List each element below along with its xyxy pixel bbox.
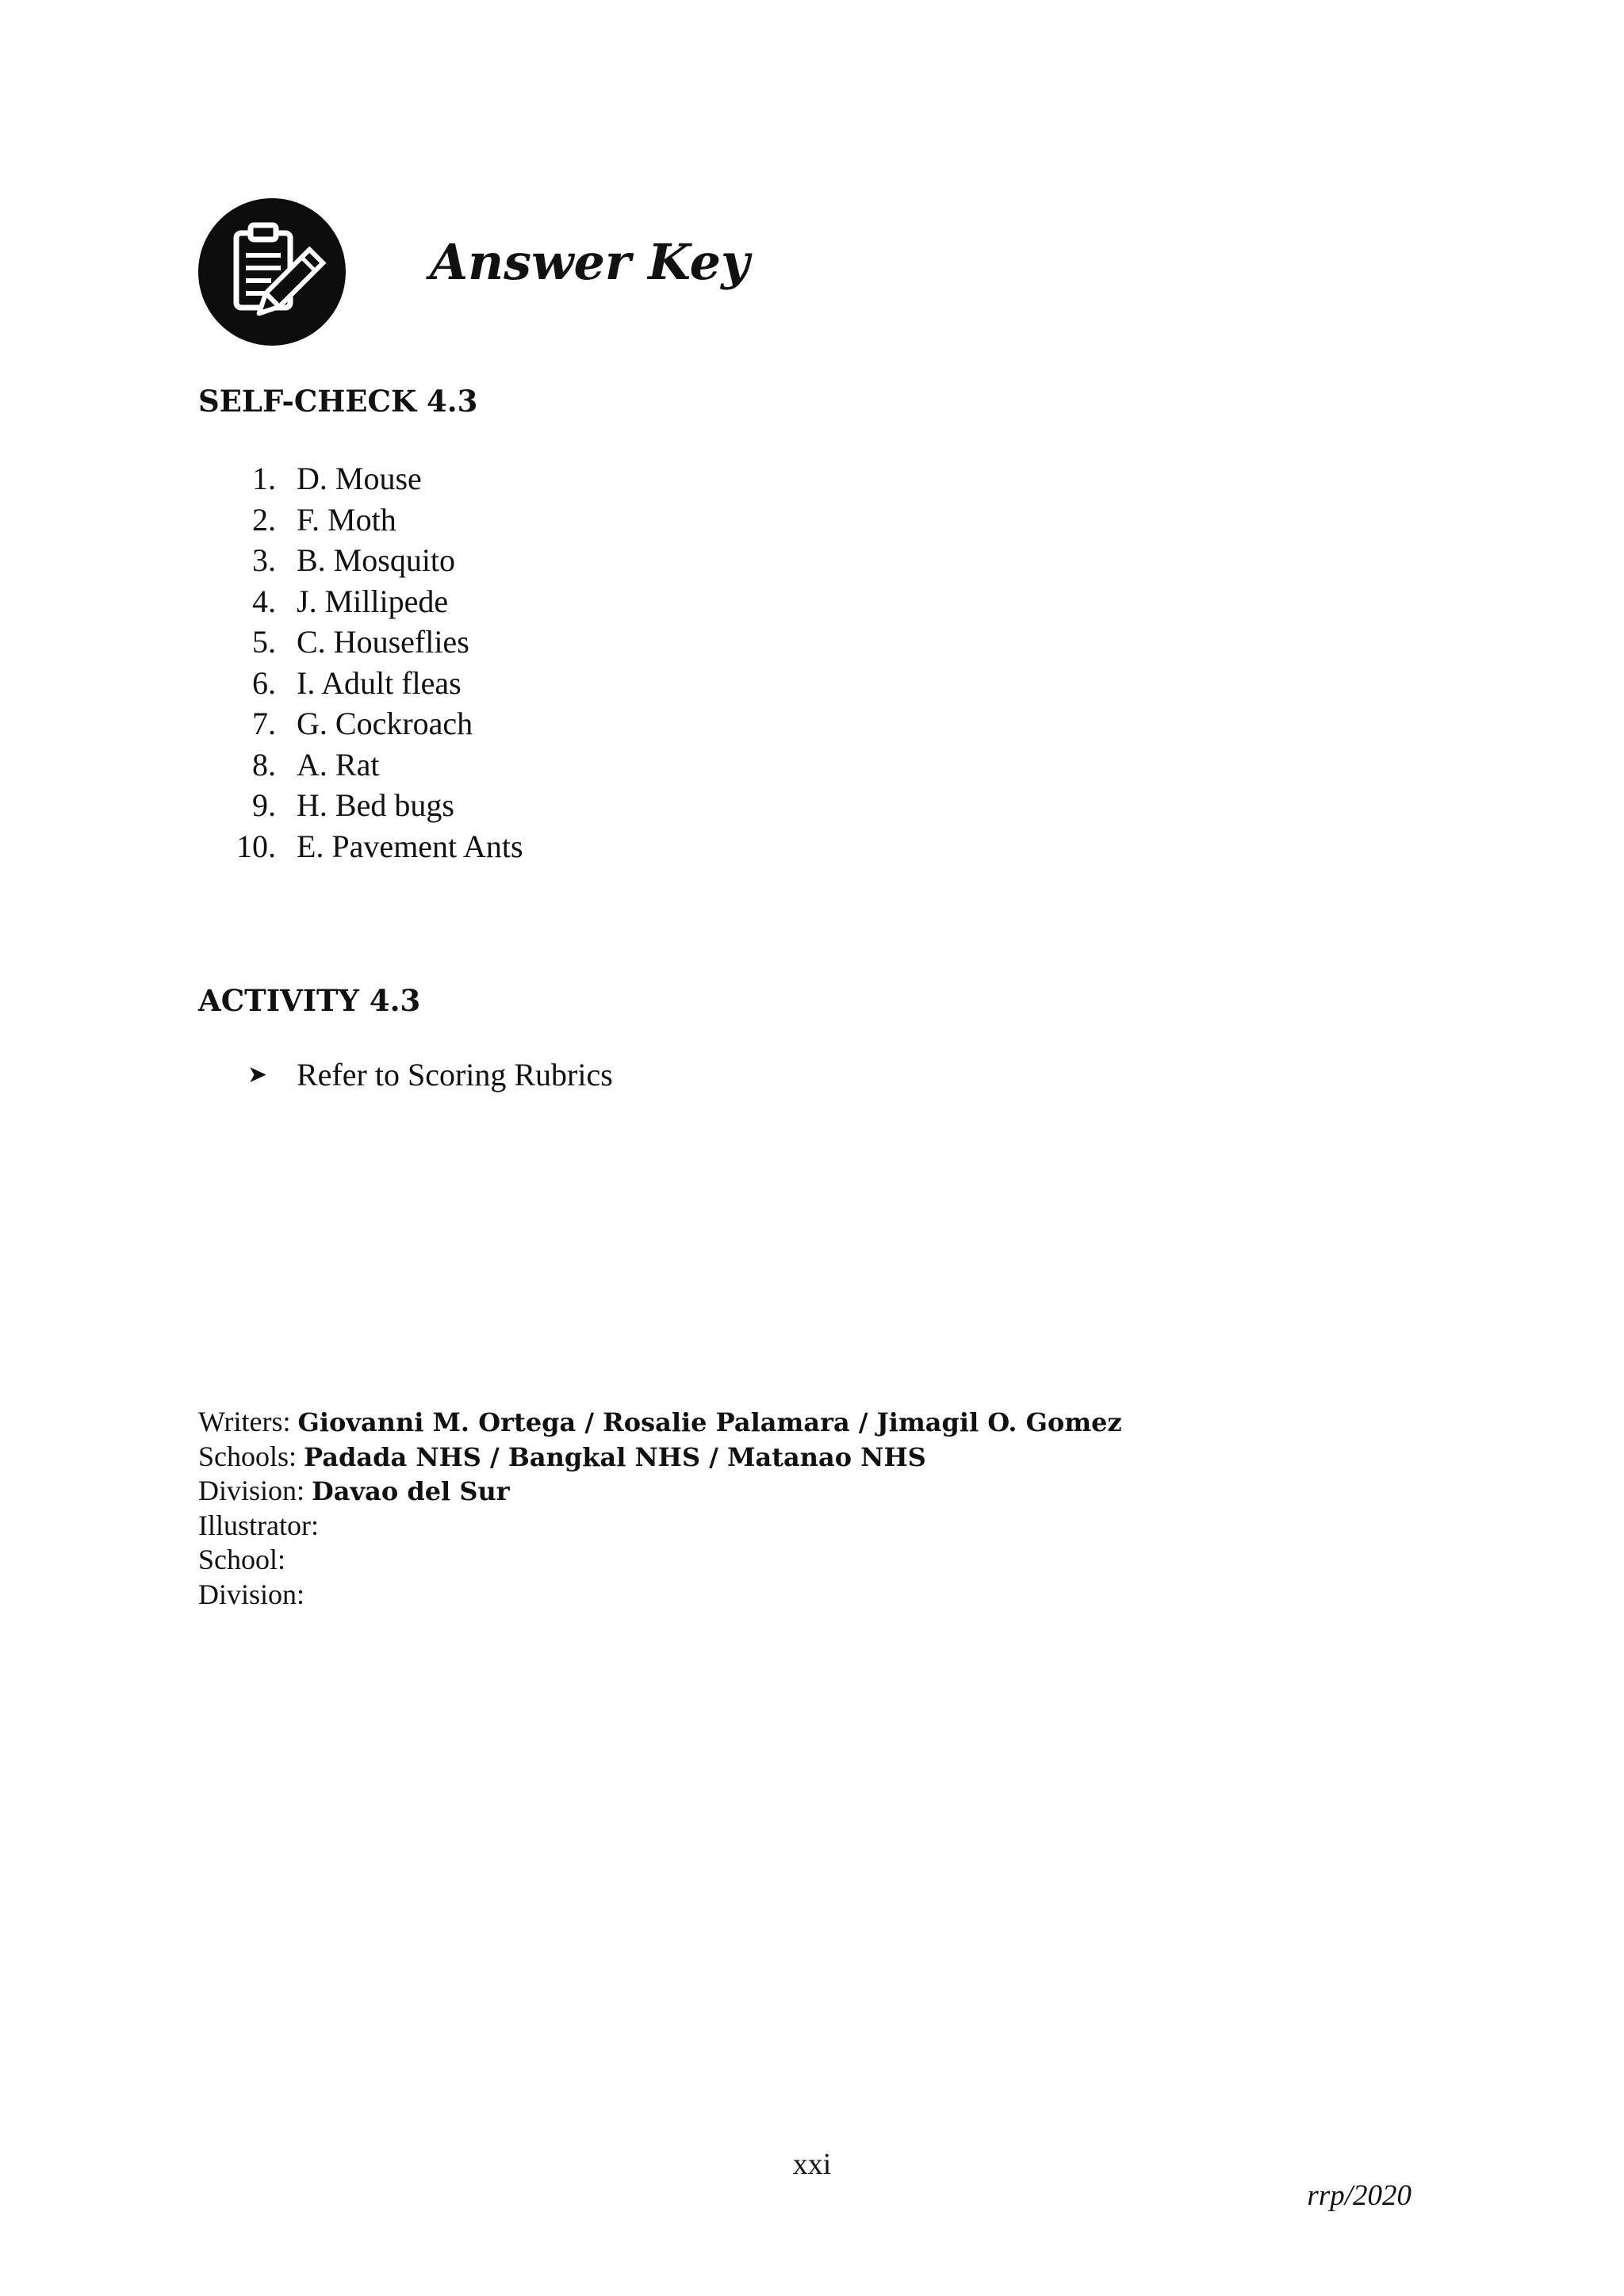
school-label: School: [198, 1544, 286, 1575]
schools-value: Padada NHS / Bangkal NHS / Matanao NHS [304, 1441, 926, 1472]
schools-label: Schools: [198, 1440, 304, 1472]
item-answer: B. Mosquito [297, 542, 456, 578]
schools-row [198, 1440, 1122, 1475]
division2-label: Division: [198, 1578, 305, 1610]
division-value: Davao del Sur [312, 1476, 510, 1506]
item-number: 7. [252, 706, 276, 741]
item-answer: C. Houseflies [297, 624, 469, 660]
activity-heading: ACTIVITY 4.3 [198, 983, 421, 1018]
item-answer: J. Millipede [297, 583, 449, 619]
item-number: 5. [252, 624, 276, 660]
item-answer: I. Adult fleas [297, 664, 462, 701]
activity-bullet-item [247, 1059, 613, 1091]
division-row [198, 1474, 1122, 1509]
page-title: Answer Key [430, 233, 750, 291]
footer-code: rrp/2020 [1307, 2179, 1411, 2212]
item-answer: E. Pavement Ants [297, 828, 523, 864]
item-number: 10. [236, 828, 276, 864]
activity-bullet-text: Refer to Scoring Rubrics [297, 1057, 613, 1093]
division2-row [198, 1578, 1122, 1613]
item-answer: F. Moth [297, 501, 396, 538]
school-row [198, 1543, 1122, 1578]
clipboard-pencil-graphic [198, 198, 346, 346]
item-answer: D. Mouse [297, 461, 422, 496]
self-check-heading: SELF-CHECK 4.3 [198, 384, 478, 419]
credits-block [198, 1405, 1122, 1612]
item-number: 8. [252, 746, 276, 783]
item-number: 2. [252, 501, 276, 538]
item-number: 3. [252, 542, 276, 578]
division-label: Division: [198, 1475, 312, 1506]
item-answer: A. Rat [297, 746, 380, 783]
item-number: 9. [252, 787, 276, 823]
item-number: 6. [252, 664, 276, 701]
item-answer: G. Cockroach [297, 706, 473, 741]
arrow-bullet-icon: ➤ [247, 1062, 268, 1088]
clipboard-pencil-icon [198, 198, 346, 346]
item-number: 4. [252, 583, 276, 619]
writers-label: Writers: [198, 1406, 298, 1437]
writers-row [198, 1405, 1122, 1440]
page-number: xxi [792, 2148, 832, 2181]
illustrator-label: Illustrator: [198, 1509, 319, 1541]
writers-value: Giovanni M. Ortega / Rosalie Palamara / Jimagil O. Gomez [297, 1407, 1122, 1437]
item-number: 1. [252, 461, 276, 496]
illustrator-row [198, 1509, 1122, 1544]
item-answer: H. Bed bugs [297, 787, 454, 823]
